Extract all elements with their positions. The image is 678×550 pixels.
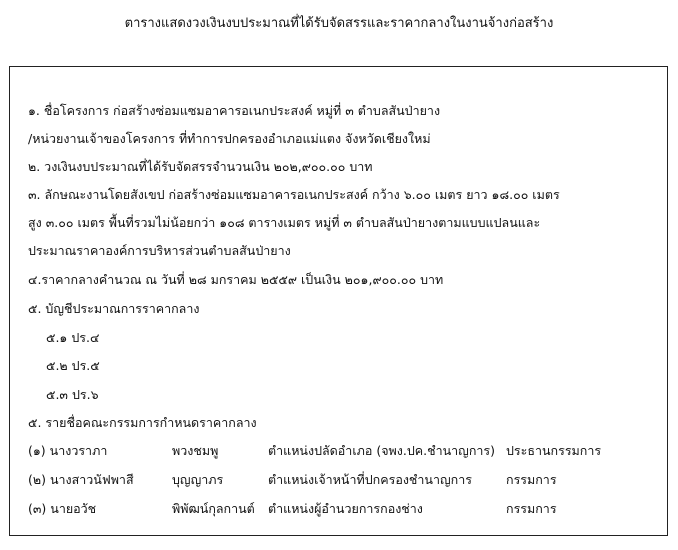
- description-line-2: สูง ๓.๐๐ เมตร พื้นที่รวมไม่น้อยกว่า ๑๐๘ ตารางเมตร หมู่ที่ ๓ ตำบลสันป่ายางตามแบบแปลนและ: [28, 215, 541, 230]
- member-role: กรรมการ: [506, 472, 557, 487]
- member-name: (๒) นางสาวนัฟพาสี: [28, 472, 134, 487]
- committee-heading: ๕. รายชื่อคณะกรรมการกำหนดราคากลาง: [28, 415, 257, 430]
- boq-item: ๕.๑ ปร.๔: [46, 330, 100, 345]
- document-title: ตารางแสดงวงเงินงบประมาณที่ได้รับจัดสรรและราคากลางในงานจ้างก่อสร้าง: [124, 16, 554, 31]
- member-surname: พวงชมพู: [172, 443, 219, 458]
- member-position: ตำแหน่งเจ้าหน้าที่ปกครองชำนาญการ: [268, 472, 472, 487]
- member-role: ประธานกรรมการ: [506, 443, 602, 458]
- boq-item: ๕.๓ ปร.๖: [46, 387, 99, 402]
- description-line-3: ประมาณราคาองค์การบริหารส่วนตำบลสันป่ายาง: [28, 243, 291, 258]
- boq-item: ๕.๒ ปร.๕: [46, 358, 100, 373]
- member-role: กรรมการ: [506, 501, 557, 516]
- agency-line: /หน่วยงานเจ้าของโครงการ ที่ทำการปกครองอำเภอแม่แตง จังหวัดเชียงใหม่: [28, 131, 431, 146]
- member-position: ตำแหน่งผู้อำนวยการกองช่าง: [268, 501, 423, 516]
- member-surname: บุญญาภร: [172, 472, 224, 487]
- median-price-line: ๔.ราคากลางคำนวณ ณ วันที่ ๒๘ มกราคม ๒๕๕๙ เป็นเงิน ๒๐๑,๙๐๐.๐๐ บาท: [28, 272, 444, 287]
- member-position: ตำแหน่งปลัดอำเภอ (จพง.ปค.ชำนาญการ): [268, 443, 495, 458]
- member-name: (๓) นายอวัช: [28, 501, 97, 516]
- project-name-line: ๑. ชื่อโครงการ ก่อสร้างซ่อมแซมอาคารอเนกประสงค์ หมู่ที่ ๓ ตำบลสันป่ายาง: [28, 103, 441, 118]
- description-line-1: ๓. ลักษณะงานโดยสังเขป ก่อสร้างซ่อมแซมอาคารอเนกประสงค์ กว้าง ๖.๐๐ เมตร ยาว ๑๘.๐๐ เมตร: [28, 187, 560, 202]
- member-surname: พิพัฒน์กุลกานต์: [172, 501, 255, 516]
- budget-line: ๒. วงเงินงบประมาณที่ได้รับจัดสรรจำนวนเงิน ๒๐๒,๙๐๐.๐๐ บาท: [28, 159, 373, 174]
- boq-heading: ๕. บัญชีประมาณการราคากลาง: [28, 301, 200, 316]
- member-name: (๑) นางวราภา: [28, 443, 108, 458]
